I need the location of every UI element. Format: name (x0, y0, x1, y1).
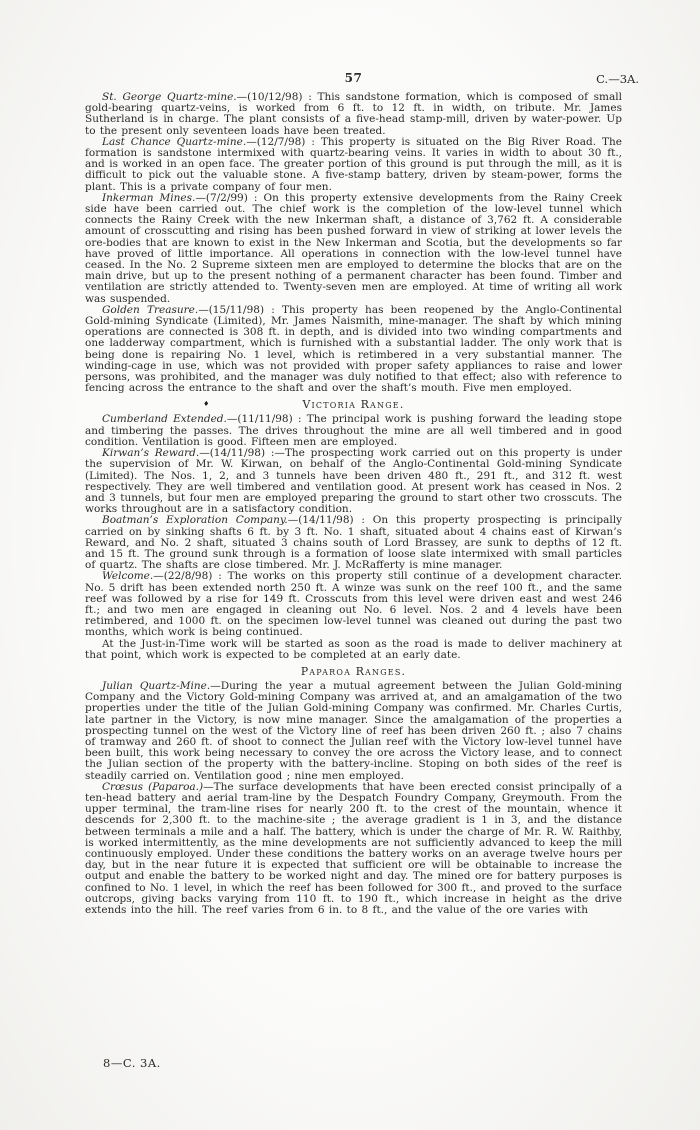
paragraph-text: —During the year a mutual agreement between the Julian Gold-mining Company and the Victory Gold-mining Company was arrived at, and an amalgamation of the two properties under the title of the Julian Gold-mining Company was confirmed. Mr. Charles Curtis, late partner in the Victory, is now mine manager. Since the amalgamation of the properties a prospecting tunnel on the west of the Victory line of reef has been driven 260 ft. ; also 7 chains of tramway and 260 ft. of shoot to connect the Julian reef with the Victory low-level tunnel have been built, this work being necessary to convey the ore across the Victory lease, and to connect the Julian section of the property with the battery-incline. Stoping on both sides of the reef is steadily carried on. Ventilation good ; nine men employed. (85, 679, 623, 782)
section-heading-victoria-range: Victoria Range. (302, 398, 405, 412)
mine-name: Inkerman Mines. (102, 191, 196, 204)
mine-name: Welcome. (102, 570, 154, 583)
section-heading-row-paparoa (85, 665, 622, 678)
mine-name: Golden Treasure. (102, 303, 199, 316)
paragraph-text: —(15/11/98) : This property has been reopened by the Anglo-Continental Gold-mining Syndicate (Limited), Mr. James Naismith, mine-manager. The shaft by which mining operations are connected is 308 ft. in depth, and is divided into two winding compartments and one ladderway compartment, which is furnished with a substantial ladder. The only work that is being done is repairing No. 1 level, which is retimbered in a very substantial manner. The winding-cage in use, which was not provided with proper safety appliances to raise and lower persons, was prohibited, and the manager was duly notified to that effect; also with reference to fencing across the entrance to the shaft and over the shaft’s mouth. Five men employed. (85, 303, 622, 395)
paragraph-kirwans-reward (85, 448, 622, 515)
paragraph-text: —(7/2/99) : On this property extensive developments from the Rainy Creek side have been carried out. The chief work is the completion of the low-level tunnel which connects the Rainy Creek with the new Inkerman shaft, a distance of 3,762 ft. A considerable amount of crosscutting and rising has been pushed forward in view of striking at lower levels the ore-bodies that are known to exist in the New Inkerman and Scotia, but the developments so far have proved of little importance. All operations in connection with the low-level tunnel have ceased. In the No. 2 Supreme sixteen men are employed to determine the blocks that are on the main drive, but up to the present nothing of a permanent character has been found. Timber and ventilation are strictly attended to. Twenty-seven men are employed. At time of writing all work was suspended. (85, 191, 622, 305)
mine-name: Boatman’s Exploration Company. (102, 514, 288, 527)
paragraph-croesus (85, 782, 622, 916)
page-footer-signature: 8—C. 3A. (103, 1056, 161, 1070)
paragraph-last-chance (85, 137, 622, 193)
section-heading-row-victoria (85, 398, 622, 411)
paragraph-welcome (85, 571, 622, 638)
paragraph-st-george (85, 92, 622, 137)
paragraph-text: —(14/11/98) :—The prospecting work carried out on this property is under the supervision of Mr. W. Kirwan, on behalf of the Anglo-Continental Gold-mining Syndicate (Limited). The Nos. 1, 2, and 3 tunnels have been driven 480 ft., 291 ft., and 312 ft. west respectively. They are well timbered and ventilation good. At present work has ceased in Nos. 2 and 3 tunnels, but four men are employed preparing the ground to start other two crosscuts. The works throughout are in a satisfactory condition. (85, 447, 622, 516)
paragraph-text: —The surface developments that have been erected consist principally of a ten-head battery and aerial tram-line by the Despatch Foundry Company, Greymouth. From the upper terminal, the tram-line rises for nearly 200 ft. to the crest of the mountain, whence it descends for 2,300 ft. to the machine-site ; the average gradient is 1 in 3, and the distance between terminals a mile and a half. The battery, which is under the charge of Mr. R. W. Raithby, is worked intermittently, as the mine developments are not sufficiently advanced to keep the mill continuously employed. Under these conditions the battery works on an average twelve hours per day, but in the near future it is expected that sufficient ore will be obtainable to increase the output and enable the battery to be worked night and day. The mined ore for battery purposes is confined to No. 1 level, in which the reef has been followed for 300 ft., and proved to the surface outcrops, giving backs varying from 110 ft. to 190 ft., which increase in height as the drive extends into the hill. The reef varies from 6 in. to 8 ft., and the value of the ore varies with (85, 780, 622, 917)
section-heading-paparoa-ranges: Paparoa Ranges. (300, 664, 407, 678)
mine-name: Kirwan’s Reward. (102, 447, 200, 460)
page-content (85, 92, 622, 916)
mine-name: St. George Quartz-mine. (102, 91, 237, 103)
paragraph-julian (85, 681, 622, 782)
paragraph-text: —(12/7/98) : This property is situated on the Big River Road. The formation is sandstone intermixed with quartz-bearing veins. It varies in width to about 30 ft., and is worked in an open face. The greater portion of this ground is put through the mill, as it is difficult to pick out the valuable stone. A five-stamp battery, driven by steam-power, forms the plant. This is a private company of four men. (85, 135, 622, 193)
paragraph-cumberland-extended (85, 414, 622, 448)
mine-name: Crœsus (Paparoa.) (102, 780, 204, 793)
paragraph-just-in-time (85, 639, 622, 661)
paragraph-golden-treasure (85, 305, 622, 395)
page-number: 57 (344, 71, 363, 85)
paragraph-inkerman (85, 193, 622, 305)
diamond-ornament-icon: ♦ (202, 400, 210, 409)
paragraph-text: —(14/11/98) : On this property prospecting is principally carried on by sinking shafts 6 ft. by 3 ft. No. 1 shaft, situated about 4 chains east of Kirwan’s Reward, and No. 2 shaft, situated 3 chains south of Lord Brassey, are sunk to depths of 12 ft. and 15 ft. The ground sunk through is a formation of loose slate intermixed with small particles of quartz. The shafts are close timbered. Mr. J. McRafferty is mine manager. (85, 514, 623, 572)
paragraph-text: —(11/11/98) : The principal work is pushing forward the leading stope and timbering the passes. The drives throughout the mine are all well timbered and in good condition. Ventilation is good. Fifteen men are employed. (85, 413, 622, 448)
document-reference: C.—3A. (596, 72, 639, 86)
mine-name: Julian Quartz-Mine. (102, 679, 211, 692)
mine-name: Last Chance Quartz-mine. (102, 135, 247, 148)
paragraph-text: At the Just-in-Time work will be started as soon as the road is made to deliver machinery at that point, which work is expected to be completed at an early date. (85, 637, 622, 661)
page-header (85, 71, 639, 86)
paragraph-text: —(22/8/98) : The works on this property still continue of a development character. No. 5 drift has been extended north 250 ft. A winze was sunk on the reef 100 ft., and the same reef was followed by a rise for 149 ft. Crosscuts from this level were driven east and west 246 ft.; and two men are engaged in cleaning out No. 6 level. Nos. 2 and 4 levels have been retimbered, and 1000 ft. on the specimen low-level tunnel was cleaned out during the past two months, which work is being continued. (85, 570, 622, 639)
paragraph-boatmans-exploration (85, 515, 622, 571)
paragraph-text: —(10/12/98) : This sandstone formation, which is composed of small gold-bearing quartz-veins, is worked from 6 ft. to 12 ft. in width, on tribute. Mr. James Sutherland is in charge. The plant consists of a five-head stamp-mill, driven by water-power. Up to the present only seventeen loads have been treated. (85, 91, 622, 137)
mine-name: Cumberland Extended. (102, 413, 227, 426)
